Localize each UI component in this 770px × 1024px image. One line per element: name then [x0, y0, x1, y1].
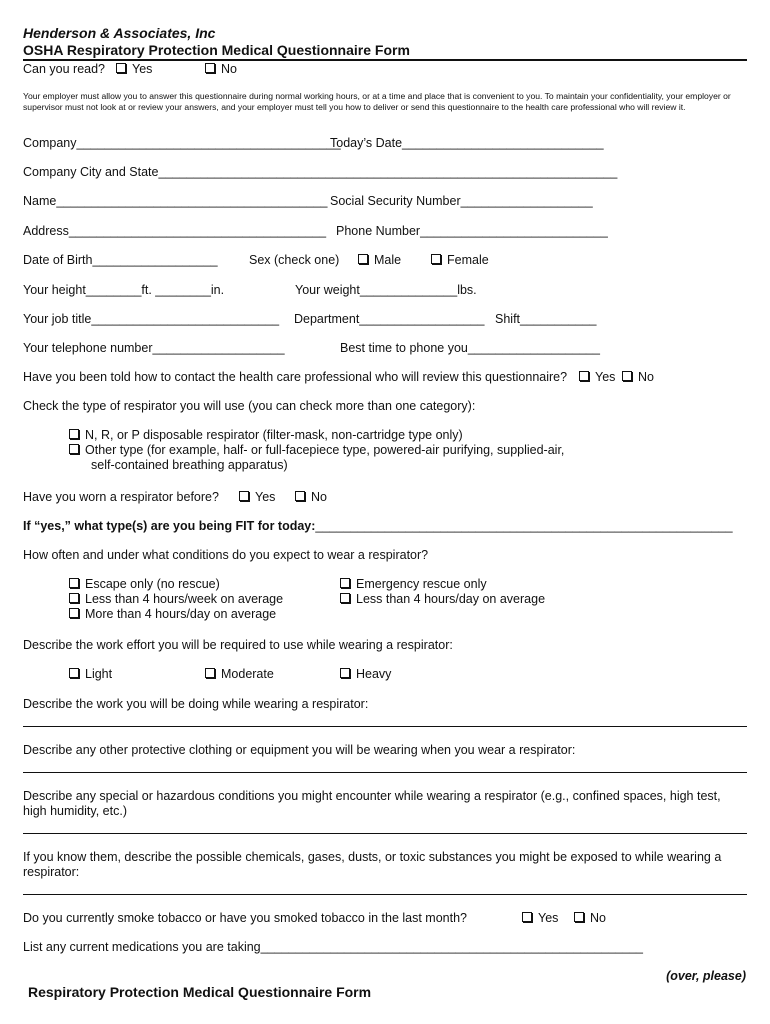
sex-female-option[interactable]: Female — [431, 253, 489, 267]
checkbox-icon[interactable] — [340, 593, 350, 603]
checkbox-icon[interactable] — [116, 63, 126, 73]
checkbox-icon[interactable] — [358, 254, 368, 264]
weight-field[interactable]: Your weight______________lbs. — [295, 283, 477, 297]
effort-moderate-option[interactable]: Moderate — [205, 667, 274, 681]
checkbox-icon[interactable] — [239, 491, 249, 501]
confidentiality-notice: Your employer must allow you to answer this questionnaire during normal working hours, or at a time and place that is convenient to you. To maintain your confidentiality, your employer or supervisor must not look at or review your answers, and your employer must tell you how to deliver or send this questionnaire to the health care professional who will review it. — [23, 91, 731, 112]
checkbox-icon[interactable] — [69, 429, 79, 439]
shift-field[interactable]: Shift___________ — [495, 312, 597, 326]
checkbox-icon[interactable] — [69, 444, 79, 454]
type-option-disposable[interactable]: N, R, or P disposable respirator (filter-mask, non-cartridge type only) — [69, 428, 463, 442]
department-field[interactable]: Department__________________ — [294, 312, 485, 326]
checkbox-icon[interactable] — [295, 491, 305, 501]
checkbox-icon[interactable] — [431, 254, 441, 264]
can-you-read-label: Can you read? — [23, 62, 106, 76]
company-field[interactable]: Company______________________________________ — [23, 136, 341, 150]
todays-date-field[interactable]: Today’s Date_____________________________ — [330, 136, 604, 150]
work-effort-question: Describe the work effort you will be required to use while wearing a respirator: — [23, 638, 453, 652]
chemicals-question-cont: respirator: — [23, 865, 80, 879]
contact-yes-option[interactable]: Yes — [579, 370, 615, 384]
chemicals-answer-line[interactable] — [23, 894, 747, 895]
often-lt4-day-option[interactable]: Less than 4 hours/day on average — [340, 592, 545, 606]
checkbox-icon[interactable] — [622, 371, 632, 381]
hazardous-answer-line[interactable] — [23, 833, 747, 834]
worn-before-question: Have you worn a respirator before? — [23, 490, 219, 504]
type-option-other-cont: self-contained breathing apparatus) — [91, 458, 288, 472]
checkbox-icon[interactable] — [522, 912, 532, 922]
over-please-note: (over, please) — [666, 969, 746, 983]
respirator-type-question: Check the type of respirator you will use (you can check more than one category): — [23, 399, 476, 413]
often-lt4-week-option[interactable]: Less than 4 hours/week on average — [69, 592, 283, 606]
checkbox-icon[interactable] — [69, 593, 79, 603]
title-divider — [23, 59, 747, 61]
contact-no-option[interactable]: No — [622, 370, 654, 384]
checkbox-icon[interactable] — [69, 578, 79, 588]
chemicals-question: If you know them, describe the possible chemicals, gases, dusts, or toxic substances you might be exposed to while wearing a — [23, 850, 722, 864]
job-title-field[interactable]: Your job title___________________________ — [23, 312, 280, 326]
name-field[interactable]: Name_______________________________________ — [23, 194, 328, 208]
hazardous-question: Describe any special or hazardous conditions you might encounter while wearing a respirator (e.g., confined spaces, high test, — [23, 789, 721, 803]
telephone-field[interactable]: Your telephone number___________________ — [23, 341, 285, 355]
checkbox-icon[interactable] — [69, 668, 79, 678]
work-doing-question: Describe the work you will be doing while wearing a respirator: — [23, 697, 369, 711]
checkbox-icon[interactable] — [69, 608, 79, 618]
contact-hcp-question: Have you been told how to contact the health care professional who will review this questionnaire? — [23, 370, 568, 384]
protective-answer-line[interactable] — [23, 772, 747, 773]
worn-no-option[interactable]: No — [295, 490, 327, 504]
protective-question: Describe any other protective clothing or equipment you will be wearing when you wear a respirator: — [23, 743, 576, 757]
checkbox-icon[interactable] — [579, 371, 589, 381]
work-doing-answer-line[interactable] — [23, 726, 747, 727]
smoke-question: Do you currently smoke tobacco or have you smoked tobacco in the last month? — [23, 911, 467, 925]
dob-field[interactable]: Date of Birth__________________ — [23, 253, 218, 267]
checkbox-icon[interactable] — [340, 668, 350, 678]
form-title: OSHA Respiratory Protection Medical Questionnaire Form — [23, 42, 410, 58]
checkbox-icon[interactable] — [574, 912, 584, 922]
read-no-option[interactable]: No — [205, 62, 237, 76]
smoke-no-option[interactable]: No — [574, 911, 606, 925]
checkbox-icon[interactable] — [205, 63, 215, 73]
smoke-yes-option[interactable]: Yes — [522, 911, 558, 925]
medications-field[interactable]: List any current medications you are taking_______________________________________________________ — [23, 940, 643, 954]
city-state-field[interactable]: Company City and State__________________________________________________________________ — [23, 165, 618, 179]
best-time-field[interactable]: Best time to phone you___________________ — [340, 341, 600, 355]
height-field[interactable]: Your height________ft. ________in. — [23, 283, 225, 297]
fit-today-field[interactable]: If “yes,” what type(s) are you being FIT for today:____________________________________________________________ — [23, 519, 733, 533]
read-yes-option[interactable]: Yes — [116, 62, 152, 76]
sex-male-option[interactable]: Male — [358, 253, 401, 267]
often-escape-option[interactable]: Escape only (no rescue) — [69, 577, 220, 591]
checkbox-icon[interactable] — [205, 668, 215, 678]
often-emergency-option[interactable]: Emergency rescue only — [340, 577, 487, 591]
type-option-other[interactable]: Other type (for example, half- or full-facepiece type, powered-air purifying, supplied-air, — [69, 443, 564, 457]
address-field[interactable]: Address_____________________________________ — [23, 224, 327, 238]
worn-yes-option[interactable]: Yes — [239, 490, 275, 504]
sex-label: Sex (check one) — [249, 253, 340, 267]
footer-title: Respiratory Protection Medical Questionnaire Form — [28, 984, 372, 1000]
company-header: Henderson & Associates, Inc — [23, 25, 216, 41]
hazardous-question-cont: high humidity, etc.) — [23, 804, 127, 818]
effort-heavy-option[interactable]: Heavy — [340, 667, 391, 681]
effort-light-option[interactable]: Light — [69, 667, 112, 681]
phone-field[interactable]: Phone Number___________________________ — [336, 224, 608, 238]
checkbox-icon[interactable] — [340, 578, 350, 588]
ssn-field[interactable]: Social Security Number___________________ — [330, 194, 593, 208]
how-often-question: How often and under what conditions do you expect to wear a respirator? — [23, 548, 429, 562]
often-gt4-day-option[interactable]: More than 4 hours/day on average — [69, 607, 276, 621]
